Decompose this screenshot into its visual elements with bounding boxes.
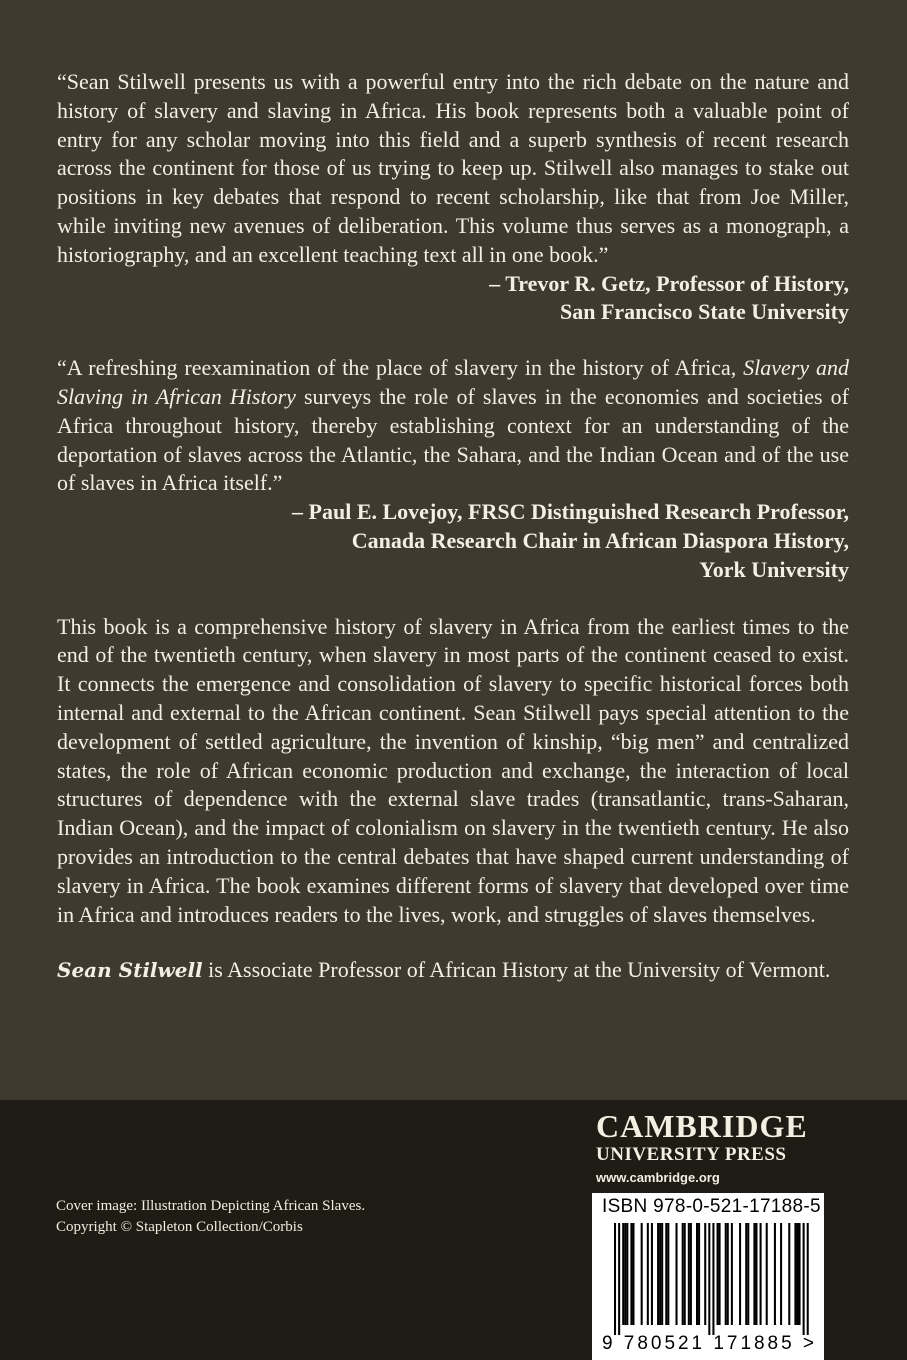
barcode-bar xyxy=(731,1223,733,1325)
barcode-bar xyxy=(698,1223,700,1325)
barcode-bar xyxy=(622,1223,624,1325)
barcode-bar xyxy=(760,1223,762,1325)
barcode-bar xyxy=(630,1223,632,1325)
barcode-bar xyxy=(774,1223,776,1325)
publisher-url: www.cambridge.org xyxy=(596,1170,720,1185)
barcode-bar xyxy=(618,1223,620,1335)
barcode-bar xyxy=(624,1223,626,1325)
barcode-bar xyxy=(641,1223,643,1325)
quote-1-attribution-line-2: San Francisco State University xyxy=(559,299,849,325)
author-bio xyxy=(57,956,849,985)
cover-credit-line-1: Cover image: Illustration Depicting African Slaves. xyxy=(56,1198,366,1214)
barcode-bar xyxy=(803,1223,805,1335)
book-description: This book is a comprehensive history of slavery in Africa from the earliest times to the end of the twentieth century, when slavery in most parts of the continent ceased to exist. It connects the emergence and consolidation of slavery to specific historical forces both internal and external to the African continent. Sean Stilwell pays special attention to the development of settled agriculture, the invention of kinship, “big men” and centralized states, the role of African economic production and exchange, the interaction of local structures of dependence with the external slave trades (transatlantic, trans-Saharan, Indian Ocean), and the impact of colonialism on slavery in the twentieth century. He also provides an introduction to the central debates that have shaped current understanding of slavery in Africa. The book examines different forms of slavery that developed over time in Africa and introduces readers to the lives, work, and struggles of slaves themselves. xyxy=(57,613,849,927)
barcode-bar xyxy=(651,1223,653,1325)
quote-2-text xyxy=(57,354,849,498)
barcode-bar xyxy=(665,1223,667,1325)
barcode-bar xyxy=(704,1223,706,1325)
barcode-bar xyxy=(657,1223,659,1325)
barcode-bar xyxy=(684,1223,686,1325)
publisher-subtitle: UNIVERSITY PRESS xyxy=(596,1144,787,1165)
author-bio-text: is Associate Professor of African History at the University of Vermont. xyxy=(202,957,831,983)
barcode-bar xyxy=(788,1223,790,1325)
quote-2-attribution xyxy=(57,498,849,584)
barcode-bar xyxy=(799,1223,801,1325)
back-cover-footer xyxy=(0,1100,907,1360)
publisher-logo xyxy=(596,1108,826,1185)
barcode-bar xyxy=(690,1223,692,1325)
barcode-bar xyxy=(632,1223,634,1325)
barcode xyxy=(598,1223,820,1356)
book-title-italic: Slavery and Slaving in African History xyxy=(57,355,849,409)
barcode-bar xyxy=(626,1223,628,1325)
barcode-bar xyxy=(708,1223,710,1335)
barcode-bar xyxy=(676,1223,678,1325)
quote-2-attribution-line-1: – Paul E. Lovejoy, FRSC Distinguished Research Professor, xyxy=(292,499,849,525)
barcode-bar xyxy=(745,1223,747,1325)
barcode-bar xyxy=(753,1223,755,1325)
barcode-bar xyxy=(696,1223,698,1325)
barcode-bar xyxy=(747,1223,749,1325)
isbn-barcode-box xyxy=(592,1193,824,1360)
author-name: Sean Stilwell xyxy=(57,958,203,983)
barcode-bar xyxy=(661,1223,663,1325)
barcode-bar xyxy=(712,1223,714,1335)
barcode-bar xyxy=(794,1223,796,1325)
barcode-bar xyxy=(755,1223,757,1325)
barcode-bar xyxy=(807,1223,809,1335)
cover-credit-line-2: Copyright © Stapleton Collection/Corbis xyxy=(56,1219,303,1235)
quote-1-text: “Sean Stilwell presents us with a powerful entry into the rich debate on the nature and history of slavery and slaving in Africa. His book represents both a valuable point of entry for any scholar moving into this field and a superb synthesis of recent research across the continent for those of us trying to keep up. Stilwell also manages to stake out positions in key debates that respond to recent scholarship, like that from Joe Miller, while inviting new avenues of deliberation. This volume thus serves as a monograph, a historiography, and an excellent teaching text all in one book.” xyxy=(57,69,849,267)
text-column xyxy=(57,68,849,985)
barcode-bar xyxy=(725,1223,727,1325)
quote-2-text-after: surveys the role of slaves in the economies and societies of Africa throughout history, thereby establishing context for an understanding of the deportation of slaves across the Atlantic, the Sahara, and the Indian Ocean and of the use of slaves in Africa itself.” xyxy=(57,383,849,496)
barcode-bar xyxy=(739,1223,741,1325)
isbn-label: ISBN 978-0-521-17188-5 xyxy=(602,1196,821,1217)
barcode-bar xyxy=(717,1223,719,1325)
barcode-digits: 9 780521 171885 > xyxy=(602,1333,814,1354)
barcode-bar xyxy=(766,1223,768,1325)
barcode-bar xyxy=(780,1223,782,1325)
barcode-bar xyxy=(682,1223,684,1325)
barcode-bar xyxy=(667,1223,669,1325)
barcode-bar xyxy=(688,1223,690,1325)
cover-image-credit xyxy=(56,1196,365,1238)
quote-1-attribution xyxy=(57,270,849,328)
publisher-name: CAMBRIDGE xyxy=(596,1108,808,1144)
barcode-bar xyxy=(614,1223,616,1335)
barcode-bar xyxy=(659,1223,661,1325)
quote-2-attribution-line-2: Canada Research Chair in African Diaspora History, xyxy=(351,527,849,553)
barcode-bar xyxy=(719,1223,721,1325)
barcode-bar xyxy=(796,1223,798,1325)
quote-2-text-before: “A refreshing reexamination of the place of slavery in the history of Africa, xyxy=(57,355,744,381)
quote-1-attribution-line-1: – Trevor R. Getz, Professor of History, xyxy=(489,270,849,296)
barcode-bar xyxy=(727,1223,729,1325)
quote-2-attribution-line-3: York University xyxy=(699,556,849,582)
barcode-bar xyxy=(647,1223,649,1325)
